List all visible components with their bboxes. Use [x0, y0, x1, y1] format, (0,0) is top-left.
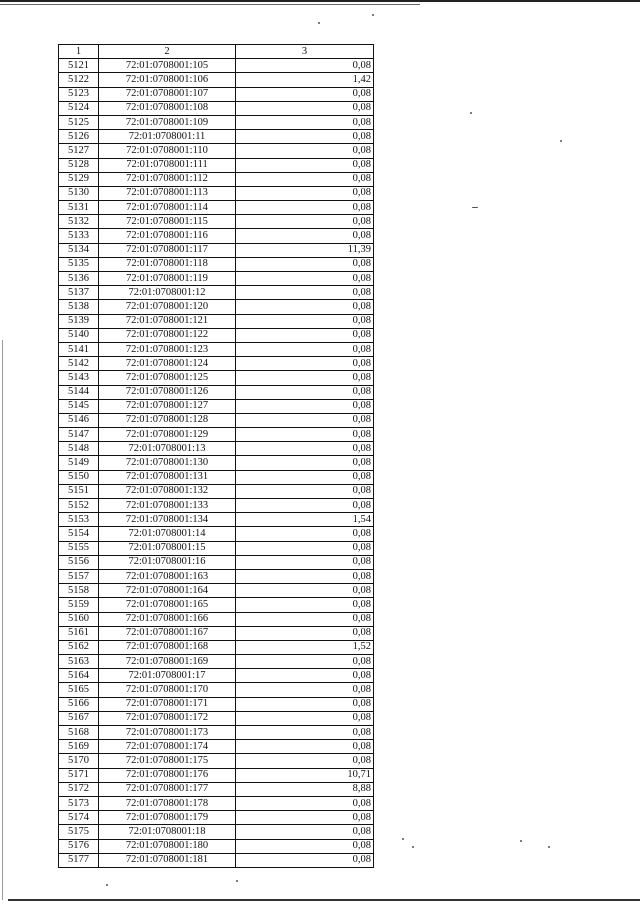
table-row: [59, 87, 374, 101]
cadastral-number: 72:01:0708001:172: [99, 711, 236, 725]
cadastral-number: 72:01:0708001:167: [99, 626, 236, 640]
row-number: 5150: [59, 470, 99, 484]
scan-speck: [106, 884, 108, 886]
table-row: [59, 655, 374, 669]
area-value: 0,08: [236, 726, 374, 740]
area-value: 0,08: [236, 754, 374, 768]
cadastral-number: 72:01:0708001:128: [99, 413, 236, 427]
area-value: 0,08: [236, 499, 374, 513]
cadastral-number: 72:01:0708001:132: [99, 484, 236, 498]
cadastral-number: 72:01:0708001:163: [99, 569, 236, 583]
cadastral-number: 72:01:0708001:16: [99, 555, 236, 569]
table-row: [59, 115, 374, 129]
table-row: [59, 555, 374, 569]
area-value: 0,08: [236, 555, 374, 569]
table-row: [59, 243, 374, 257]
cadastral-number: 72:01:0708001:122: [99, 328, 236, 342]
cadastral-number: 72:01:0708001:134: [99, 513, 236, 527]
cadastral-number: 72:01:0708001:111: [99, 158, 236, 172]
row-number: 5169: [59, 740, 99, 754]
cadastral-number: 72:01:0708001:181: [99, 853, 236, 867]
table-row: [59, 683, 374, 697]
area-value: 0,08: [236, 428, 374, 442]
row-number: 5155: [59, 541, 99, 555]
table-row: [59, 286, 374, 300]
table-row: [59, 584, 374, 598]
table-row: [59, 811, 374, 825]
cadastral-number: 72:01:0708001:164: [99, 584, 236, 598]
row-number: 5173: [59, 796, 99, 810]
cadastral-number: 72:01:0708001:133: [99, 499, 236, 513]
cadastral-number: 72:01:0708001:177: [99, 782, 236, 796]
scan-left-edge: [2, 340, 3, 900]
table-row: [59, 229, 374, 243]
row-number: 5172: [59, 782, 99, 796]
area-value: 0,08: [236, 740, 374, 754]
cadastral-number: 72:01:0708001:123: [99, 342, 236, 356]
column-header: 1: [59, 45, 99, 59]
cadastral-number: 72:01:0708001:179: [99, 811, 236, 825]
table-body: [59, 59, 374, 868]
row-number: 5131: [59, 201, 99, 215]
cadastral-number: 72:01:0708001:125: [99, 371, 236, 385]
row-number: 5156: [59, 555, 99, 569]
row-number: 5164: [59, 669, 99, 683]
area-value: 0,08: [236, 300, 374, 314]
cadastral-number: 72:01:0708001:131: [99, 470, 236, 484]
table-row: [59, 697, 374, 711]
cadastral-number: 72:01:0708001:121: [99, 314, 236, 328]
area-value: 0,08: [236, 413, 374, 427]
cadastral-table: [58, 44, 374, 868]
area-value: 0,08: [236, 456, 374, 470]
cadastral-number: 72:01:0708001:118: [99, 257, 236, 271]
cadastral-number: 72:01:0708001:129: [99, 428, 236, 442]
table-row: [59, 442, 374, 456]
table-row: [59, 726, 374, 740]
cadastral-number: 72:01:0708001:170: [99, 683, 236, 697]
row-number: 5141: [59, 342, 99, 356]
table-row: [59, 740, 374, 754]
table-row: [59, 73, 374, 87]
row-number: 5170: [59, 754, 99, 768]
area-value: 0,08: [236, 669, 374, 683]
cadastral-number: 72:01:0708001:105: [99, 59, 236, 73]
row-number: 5125: [59, 115, 99, 129]
table-row: [59, 272, 374, 286]
area-value: 0,08: [236, 442, 374, 456]
area-value: 0,08: [236, 158, 374, 172]
area-value: 0,08: [236, 257, 374, 271]
table-row: [59, 626, 374, 640]
row-number: 5140: [59, 328, 99, 342]
row-number: 5129: [59, 172, 99, 186]
cadastral-number: 72:01:0708001:169: [99, 655, 236, 669]
row-number: 5166: [59, 697, 99, 711]
table-row: [59, 569, 374, 583]
row-number: 5168: [59, 726, 99, 740]
row-number: 5149: [59, 456, 99, 470]
cadastral-number: 72:01:0708001:15: [99, 541, 236, 555]
cadastral-number: 72:01:0708001:166: [99, 612, 236, 626]
row-number: 5142: [59, 357, 99, 371]
cadastral-number: 72:01:0708001:175: [99, 754, 236, 768]
table-row: [59, 484, 374, 498]
table-row: [59, 158, 374, 172]
area-value: 0,08: [236, 144, 374, 158]
area-value: 0,08: [236, 683, 374, 697]
cadastral-number: 72:01:0708001:110: [99, 144, 236, 158]
cadastral-number: 72:01:0708001:173: [99, 726, 236, 740]
area-value: 0,08: [236, 811, 374, 825]
table-row: [59, 839, 374, 853]
cadastral-number: 72:01:0708001:112: [99, 172, 236, 186]
area-value: 0,08: [236, 569, 374, 583]
table-row: [59, 499, 374, 513]
area-value: 0,08: [236, 371, 374, 385]
area-value: 0,08: [236, 598, 374, 612]
table-row: [59, 768, 374, 782]
area-value: 0,08: [236, 357, 374, 371]
cadastral-number: 72:01:0708001:17: [99, 669, 236, 683]
scan-speck: [318, 22, 320, 24]
scan-speck: [520, 840, 522, 842]
area-value: 8,88: [236, 782, 374, 796]
row-number: 5144: [59, 385, 99, 399]
table-row: [59, 598, 374, 612]
row-number: 5163: [59, 655, 99, 669]
cadastral-number: 72:01:0708001:174: [99, 740, 236, 754]
cadastral-number: 72:01:0708001:117: [99, 243, 236, 257]
table-row: [59, 612, 374, 626]
area-value: 0,08: [236, 484, 374, 498]
cadastral-number: 72:01:0708001:11: [99, 130, 236, 144]
area-value: 0,08: [236, 853, 374, 867]
table-row: [59, 186, 374, 200]
table-row: [59, 371, 374, 385]
table-row: [59, 328, 374, 342]
cadastral-number: 72:01:0708001:124: [99, 357, 236, 371]
scan-speck: [402, 838, 404, 840]
cadastral-number: 72:01:0708001:18: [99, 825, 236, 839]
area-value: 0,08: [236, 59, 374, 73]
row-number: 5161: [59, 626, 99, 640]
table-row: [59, 215, 374, 229]
row-number: 5162: [59, 640, 99, 654]
table-row: [59, 413, 374, 427]
area-value: 0,08: [236, 172, 374, 186]
table-row: [59, 754, 374, 768]
cadastral-number: 72:01:0708001:113: [99, 186, 236, 200]
area-value: 0,08: [236, 697, 374, 711]
table-row: [59, 314, 374, 328]
area-value: 0,08: [236, 115, 374, 129]
table-row: [59, 300, 374, 314]
cadastral-number: 72:01:0708001:130: [99, 456, 236, 470]
row-number: 5154: [59, 527, 99, 541]
row-number: 5121: [59, 59, 99, 73]
row-number: 5126: [59, 130, 99, 144]
area-value: 0,08: [236, 711, 374, 725]
scan-speck: [560, 140, 562, 142]
cadastral-number: 72:01:0708001:176: [99, 768, 236, 782]
scan-speck: [236, 880, 238, 882]
table-row: [59, 101, 374, 115]
area-value: 0,08: [236, 470, 374, 484]
area-value: 0,08: [236, 87, 374, 101]
cadastral-number: 72:01:0708001:13: [99, 442, 236, 456]
row-number: 5147: [59, 428, 99, 442]
table-row: [59, 796, 374, 810]
row-number: 5123: [59, 87, 99, 101]
row-number: 5177: [59, 853, 99, 867]
area-value: 0,08: [236, 215, 374, 229]
cadastral-number: 72:01:0708001:114: [99, 201, 236, 215]
table-row: [59, 669, 374, 683]
area-value: 0,08: [236, 584, 374, 598]
row-number: 5175: [59, 825, 99, 839]
row-number: 5139: [59, 314, 99, 328]
area-value: 0,08: [236, 626, 374, 640]
area-value: 0,08: [236, 314, 374, 328]
scan-speck: [472, 207, 478, 208]
area-value: 0,08: [236, 527, 374, 541]
scan-speck: [372, 14, 374, 16]
scan-speck: [548, 846, 550, 848]
row-number: 5160: [59, 612, 99, 626]
area-value: 0,08: [236, 399, 374, 413]
row-number: 5138: [59, 300, 99, 314]
cadastral-number: 72:01:0708001:116: [99, 229, 236, 243]
area-value: 0,08: [236, 825, 374, 839]
row-number: 5130: [59, 186, 99, 200]
scan-top-rule: [0, 4, 420, 5]
table-row: [59, 456, 374, 470]
area-value: 0,08: [236, 272, 374, 286]
row-number: 5132: [59, 215, 99, 229]
table-row: [59, 130, 374, 144]
cadastral-number: 72:01:0708001:107: [99, 87, 236, 101]
table-row: [59, 470, 374, 484]
row-number: 5134: [59, 243, 99, 257]
table-row: [59, 399, 374, 413]
row-number: 5146: [59, 413, 99, 427]
row-number: 5151: [59, 484, 99, 498]
cadastral-number: 72:01:0708001:180: [99, 839, 236, 853]
cadastral-number: 72:01:0708001:168: [99, 640, 236, 654]
cadastral-number: 72:01:0708001:119: [99, 272, 236, 286]
row-number: 5128: [59, 158, 99, 172]
cadastral-number: 72:01:0708001:109: [99, 115, 236, 129]
area-value: 0,08: [236, 839, 374, 853]
table-row: [59, 342, 374, 356]
row-number: 5174: [59, 811, 99, 825]
row-number: 5153: [59, 513, 99, 527]
table-row: [59, 782, 374, 796]
row-number: 5165: [59, 683, 99, 697]
row-number: 5136: [59, 272, 99, 286]
scan-bottom-border: [8, 899, 640, 901]
area-value: 0,08: [236, 541, 374, 555]
area-value: 0,08: [236, 130, 374, 144]
area-value: 1,54: [236, 513, 374, 527]
row-number: 5124: [59, 101, 99, 115]
row-number: 5158: [59, 584, 99, 598]
table-row: [59, 201, 374, 215]
area-value: 0,08: [236, 286, 374, 300]
cadastral-number: 72:01:0708001:178: [99, 796, 236, 810]
area-value: 0,08: [236, 385, 374, 399]
table-row: [59, 513, 374, 527]
table-row: [59, 357, 374, 371]
area-value: 0,08: [236, 229, 374, 243]
row-number: 5145: [59, 399, 99, 413]
area-value: 11,39: [236, 243, 374, 257]
table-row: [59, 428, 374, 442]
area-value: 1,52: [236, 640, 374, 654]
row-number: 5159: [59, 598, 99, 612]
area-value: 1,42: [236, 73, 374, 87]
cadastral-number: 72:01:0708001:171: [99, 697, 236, 711]
scan-speck: [470, 112, 472, 114]
row-number: 5127: [59, 144, 99, 158]
table-header-row: [59, 45, 374, 59]
table-row: [59, 59, 374, 73]
cadastral-number: 72:01:0708001:106: [99, 73, 236, 87]
row-number: 5157: [59, 569, 99, 583]
row-number: 5122: [59, 73, 99, 87]
row-number: 5167: [59, 711, 99, 725]
table-row: [59, 853, 374, 867]
table-row: [59, 257, 374, 271]
cadastral-number: 72:01:0708001:115: [99, 215, 236, 229]
column-header: 2: [99, 45, 236, 59]
area-value: 0,08: [236, 186, 374, 200]
area-value: 0,08: [236, 655, 374, 669]
row-number: 5152: [59, 499, 99, 513]
table-row: [59, 144, 374, 158]
scan-top-border: [0, 0, 640, 2]
row-number: 5135: [59, 257, 99, 271]
cadastral-number: 72:01:0708001:127: [99, 399, 236, 413]
area-value: 0,08: [236, 101, 374, 115]
area-value: 0,08: [236, 342, 374, 356]
row-number: 5133: [59, 229, 99, 243]
row-number: 5148: [59, 442, 99, 456]
table-row: [59, 825, 374, 839]
row-number: 5137: [59, 286, 99, 300]
table-row: [59, 172, 374, 186]
scan-speck: [412, 846, 414, 848]
table-row: [59, 640, 374, 654]
cadastral-number: 72:01:0708001:126: [99, 385, 236, 399]
area-value: 0,08: [236, 796, 374, 810]
cadastral-number: 72:01:0708001:108: [99, 101, 236, 115]
area-value: 0,08: [236, 201, 374, 215]
row-number: 5176: [59, 839, 99, 853]
cadastral-number: 72:01:0708001:12: [99, 286, 236, 300]
table-row: [59, 541, 374, 555]
row-number: 5171: [59, 768, 99, 782]
row-number: 5143: [59, 371, 99, 385]
area-value: 0,08: [236, 612, 374, 626]
cadastral-number: 72:01:0708001:120: [99, 300, 236, 314]
table-row: [59, 527, 374, 541]
column-header: 3: [236, 45, 374, 59]
cadastral-number: 72:01:0708001:165: [99, 598, 236, 612]
table-row: [59, 385, 374, 399]
area-value: 10,71: [236, 768, 374, 782]
area-value: 0,08: [236, 328, 374, 342]
cadastral-number: 72:01:0708001:14: [99, 527, 236, 541]
table-row: [59, 711, 374, 725]
